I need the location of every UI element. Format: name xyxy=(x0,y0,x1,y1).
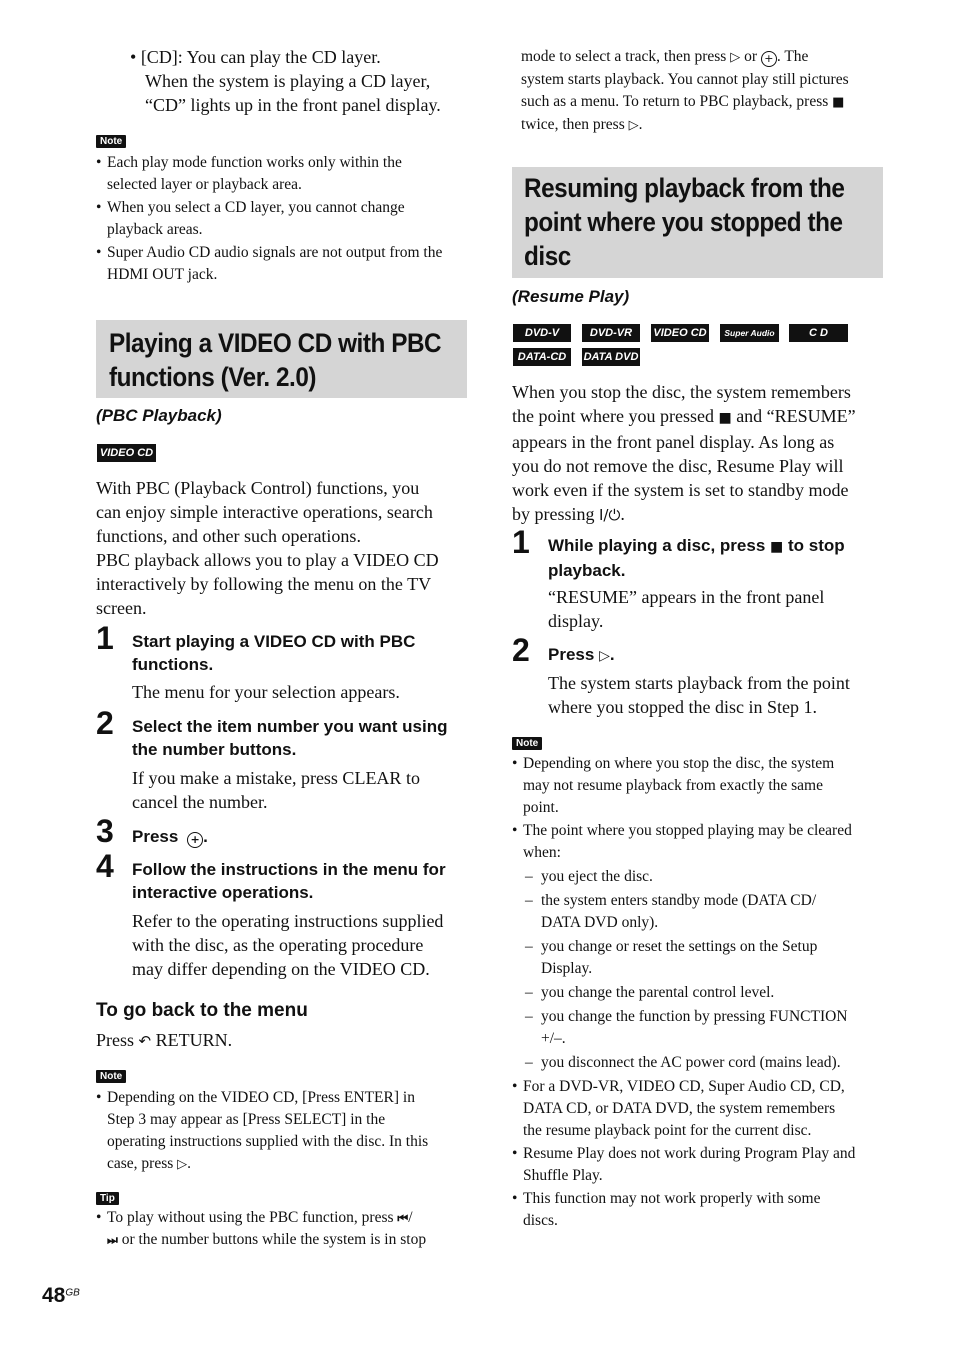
step-number: 4 xyxy=(96,848,114,884)
return-arrow-icon: ↶ xyxy=(138,1032,152,1050)
tip-item: • To play without using the PBC function, press ⏮/ ⏭ or the number buttons while the system is in stop xyxy=(96,1207,468,1251)
note-item: • Depending on where you stop the disc, the system may not resume playback from exactly the same point. xyxy=(512,753,884,819)
disc-badge-dvd-v: DVD-V xyxy=(513,324,571,342)
intro-paragraph: When you stop the disc, the system remembers the point where you pressed ■ and “RESUME” appears in the front panel display. As long as you do not remove the disc, Resume Play will work even if the system is set to standby mode by pressing I/⏻. xyxy=(512,382,856,524)
disc-badge-cd: C D xyxy=(789,324,848,342)
next-track-icon: ⏭ xyxy=(107,1233,118,1247)
section-banner-pbc xyxy=(96,320,467,398)
section-subtitle: (Resume Play) xyxy=(512,287,630,306)
step-number: 1 xyxy=(512,524,530,560)
stop-square-icon: ■ xyxy=(718,410,732,426)
dash-item: – the system enters standby mode (DATA CD/ DATA DVD only). xyxy=(512,890,884,934)
note-item: • Depending on the VIDEO CD, [Press ENTER] in Step 3 may appear as [Press SELECT] in the operating instructions supplied with the disc. In this case, press ▷. xyxy=(96,1087,468,1176)
step-title: While playing a disc, press ■ to stop playback. xyxy=(548,536,845,580)
disc-badge-video-cd: VIDEO CD xyxy=(97,444,156,462)
stop-square-icon: ■ xyxy=(770,539,784,555)
bullet-text: [CD]: You can play the CD layer. xyxy=(140,47,381,67)
note-label: Note xyxy=(96,1070,126,1083)
dash-item: – you change or reset the settings on the Setup Display. xyxy=(512,936,884,980)
disc-badge-dvd-vr: DVD-VR xyxy=(582,324,640,342)
step-body: “RESUME” appears in the front panel display. xyxy=(548,587,825,631)
section-banner-resume xyxy=(512,167,883,278)
intro-paragraph: With PBC (Playback Control) functions, you can enjoy simple interactive operations, search functions, and other such operations. PBC playback allows you to play a VIDEO CD interactively by following the menu on the TV screen. xyxy=(96,478,439,618)
note-item: • This function may not work properly with some discs. xyxy=(512,1188,884,1232)
step-number: 1 xyxy=(96,620,114,656)
back-instruction: Press ↶ RETURN. xyxy=(96,1030,233,1050)
step-title: Start playing a VIDEO CD with PBC functions. xyxy=(132,632,416,674)
bullet-text: “CD” lights up in the front panel display. xyxy=(145,95,441,115)
step-title: Press + . xyxy=(132,827,208,846)
note-item: • Resume Play does not work during Program Play and Shuffle Play. xyxy=(512,1143,884,1187)
step-title: Select the item number you want using the number buttons. xyxy=(132,717,448,759)
note-list xyxy=(96,1087,468,1176)
note-item: • Each play mode function works only within the selected layer or playback area. xyxy=(96,152,468,196)
dash-item: – you disconnect the AC power cord (mains lead). xyxy=(512,1052,884,1074)
step-number: 2 xyxy=(96,705,114,741)
note-item: • Super Audio CD audio signals are not output from the HDMI OUT jack. xyxy=(96,242,468,286)
play-triangle-icon: ▷ xyxy=(730,50,741,65)
power-icon: I/⏻ xyxy=(599,506,621,524)
previous-track-icon: ⏮ xyxy=(397,1211,409,1225)
tip-label: Tip xyxy=(96,1192,119,1205)
step-number: 2 xyxy=(512,632,530,668)
note-label: Note xyxy=(512,737,542,750)
enter-circle-icon: + xyxy=(187,832,203,848)
play-triangle-icon: ▷ xyxy=(599,648,610,664)
note-item: • The point where you stopped playing may be cleared when: xyxy=(512,820,884,864)
note-label: Note xyxy=(96,135,126,148)
cd-layer-bullet: • [CD]: You can play the CD layer. When the system is playing a CD layer, “CD” lights up in the front panel display. xyxy=(130,47,441,115)
stop-square-icon: ■ xyxy=(832,95,845,110)
section-title: Resuming playback from the point where you stopped the disc xyxy=(524,173,845,271)
step-body: Refer to the operating instructions supplied with the disc, as the operating procedure may differ depending on the VIDEO CD. xyxy=(132,911,444,979)
subheading-back-to-menu: To go back to the menu xyxy=(96,1000,308,1021)
disc-badge-super-audio-cd: Super Audio CD xyxy=(720,324,779,342)
step-number: 3 xyxy=(96,813,114,849)
page-number: $48^{GB}$ xyxy=(42,1284,80,1307)
note-item: • When you select a CD layer, you cannot change playback areas. xyxy=(96,197,468,241)
step-body: The system starts playback from the point where you stopped the disc in Step 1. xyxy=(548,673,850,717)
section-title: Playing a VIDEO CD with PBC functions (Ver. 2.0) xyxy=(109,328,442,392)
note-list xyxy=(96,152,468,286)
dash-item: – you change the function by pressing FUNCTION +/–. xyxy=(512,1006,884,1050)
note-list xyxy=(512,753,884,1232)
enter-circle-icon: + xyxy=(761,51,777,67)
bullet-text: When the system is playing a CD layer, xyxy=(145,71,431,91)
play-triangle-icon: ▷ xyxy=(177,1157,188,1172)
continued-paragraph: mode to select a track, then press ▷ or + . The system starts playback. You cannot play still pictures such as a menu. To return to PBC playback, press ■ twice, then press ▷. xyxy=(521,48,849,133)
note-item: • For a DVD-VR, VIDEO CD, Super Audio CD, CD, DATA CD, or DATA DVD, the system remembers the resume playback point for the current disc. xyxy=(512,1076,884,1142)
tip-list xyxy=(96,1207,468,1251)
dash-item: – you change the parental control level. xyxy=(512,982,884,1004)
step-body: If you make a mistake, press CLEAR to cancel the number. xyxy=(132,768,420,812)
disc-badge-data-cd: DATA-CD xyxy=(513,348,571,366)
disc-badge-data-dvd: DATA DVD xyxy=(582,348,640,366)
play-triangle-icon: ▷ xyxy=(628,118,639,133)
step-body: The menu for your selection appears. xyxy=(132,682,400,702)
step-title: Press ▷. xyxy=(548,645,615,664)
step-title: Follow the instructions in the menu for interactive operations. xyxy=(132,860,446,902)
disc-badge-video-cd: VIDEO CD xyxy=(651,324,709,342)
section-subtitle: (PBC Playback) xyxy=(96,406,222,425)
dash-item: – you eject the disc. xyxy=(512,866,884,888)
